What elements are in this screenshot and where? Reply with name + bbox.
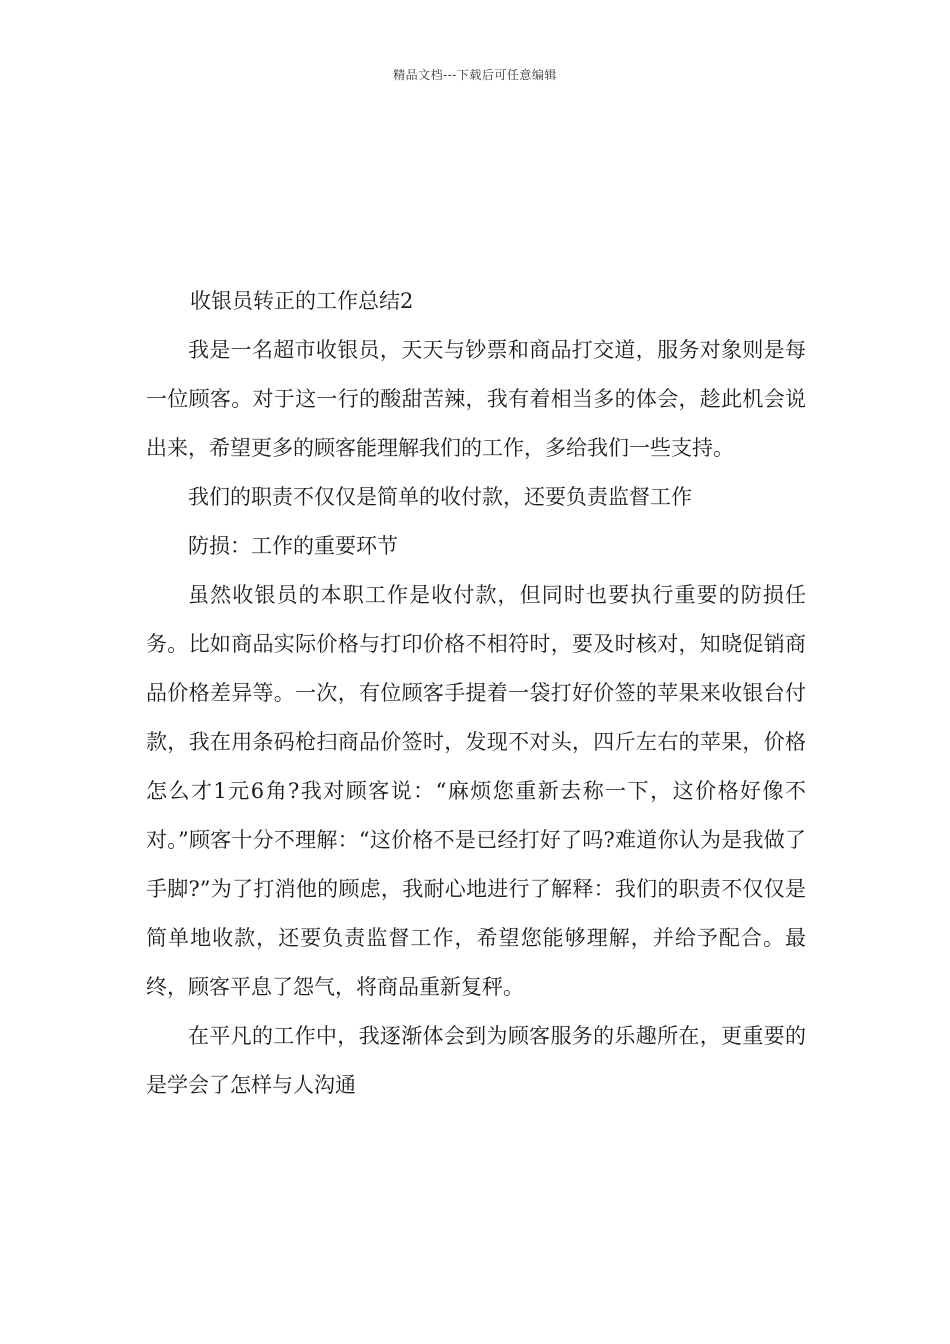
document-body	[146, 277, 806, 1110]
paragraph-heading-loss-prevention: 防损：工作的重要环节	[188, 534, 398, 558]
document-title: 收银员转正的工作总结2	[190, 289, 414, 313]
paragraph-intro: 我是一名超市收银员，天天与钞票和商品打交道，服务对象则是每一位顾客。对于这一行的酸甜苦辣，我有着相当多的体会，趁此机会说出来，希望更多的顾客能理解我们的工作，多给我们一些支持。	[146, 338, 806, 460]
paragraph-story: 虽然收银员的本职工作是收付款，但同时也要执行重要的防损任务。比如商品实际价格与打印价格不相符时，要及时核对，知晓促销商品价格差异等。一次，有位顾客手提着一袋打好价签的苹果来收银台付款，我在用条码枪扫商品价签时，发现不对头，四斤左右的苹果，价格怎么才1元6角?我对顾客说：“麻烦您重新去称一下，这价格好像不对。”顾客十分不理解：“这价格不是已经打好了吗?难道你认为是我做了手脚?”为了打消他的顾虑，我耐心地进行了解释：我们的职责不仅仅是简单地收款，还要负责监督工作，希望您能够理解，并给予配合。最终，顾客平息了怨气，将商品重新复秤。	[146, 583, 806, 999]
page-header: 精品文档---下载后可任意编辑	[393, 68, 557, 82]
paragraph-conclusion: 在平凡的工作中，我逐渐体会到为顾客服务的乐趣所在，更重要的是学会了怎样与人沟通	[146, 1024, 806, 1097]
paragraph-duty: 我们的职责不仅仅是简单的收付款，还要负责监督工作	[188, 485, 692, 509]
